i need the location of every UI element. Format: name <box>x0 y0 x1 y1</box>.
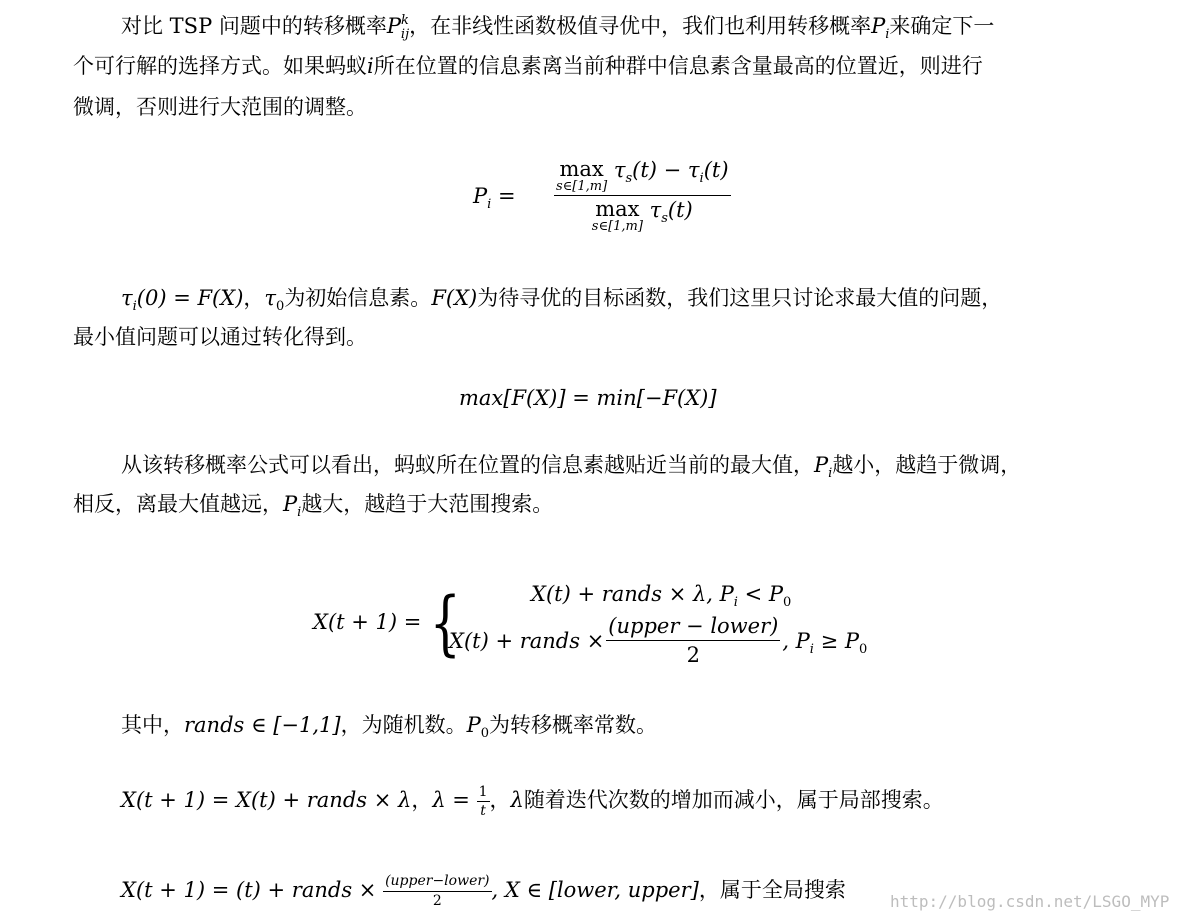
equation-max-min: max[F(X)] = min[−F(X)] <box>459 386 717 410</box>
paragraph-6: X(t + 1) = (t) + rands × $\frac{\text{(upper−lower)}}{2}$ , X ∈ [lower, upper]，属于全局搜索 <box>121 873 846 909</box>
paragraph-2-line-1: $\tau_i(0) = F(X)$，$\tau_0$为初始信息素。F(X)为待寻优的目标函数，我们这里只讨论求最大值的问题， <box>121 286 1003 314</box>
paragraph-3-line-2: 相反，离最大值越远，$P_i$越大，越趋于大范围搜索。 <box>73 492 554 520</box>
paragraph-2-line-2: 最小值问题可以通过转化得到。 <box>73 325 367 349</box>
paragraph-5: X(t + 1) = X(t) + rands × λ，λ = $\frac{1}{t}$ ，λ随着迭代次数的增加而减小，属于局部搜索。 <box>121 784 944 819</box>
watermark-url: http://blog.csdn.net/LSGO_MYP <box>890 892 1170 911</box>
paragraph-3-line-1: 从该转移概率公式可以看出，蚂蚁所在位置的信息素越贴近当前的最大值，$P_i$越小，越趋于微调， <box>121 453 1022 481</box>
paragraph-1-line-2: 个可行解的选择方式。如果蚂蚁i所在位置的信息素离当前种群中信息素含量最高的位置近，则进行 <box>73 54 983 78</box>
paragraph-1-line-3: 微调，否则进行大范围的调整。 <box>73 95 367 119</box>
transfer-prob-tsp: $P^k_{ij}$ <box>386 13 410 42</box>
paragraph-1-line-1: 对比 TSP 问题中的转移概率$P^k_{ij}$，在非线性函数极值寻优中，我们也利用转移概率$P_i$来确定下一 <box>121 13 995 42</box>
equation-pi: $P_i$ = max s∈[1,m] $\tau_s(t) - \tau_i(t)$ max s∈[1,m] $\tau_s(t)$ <box>473 157 729 234</box>
paragraph-4: 其中，rands ∈ [−1,1]，为随机数。$P_0$为转移概率常数。 <box>121 713 657 741</box>
transfer-prob-var: $P_i$ <box>871 14 890 42</box>
